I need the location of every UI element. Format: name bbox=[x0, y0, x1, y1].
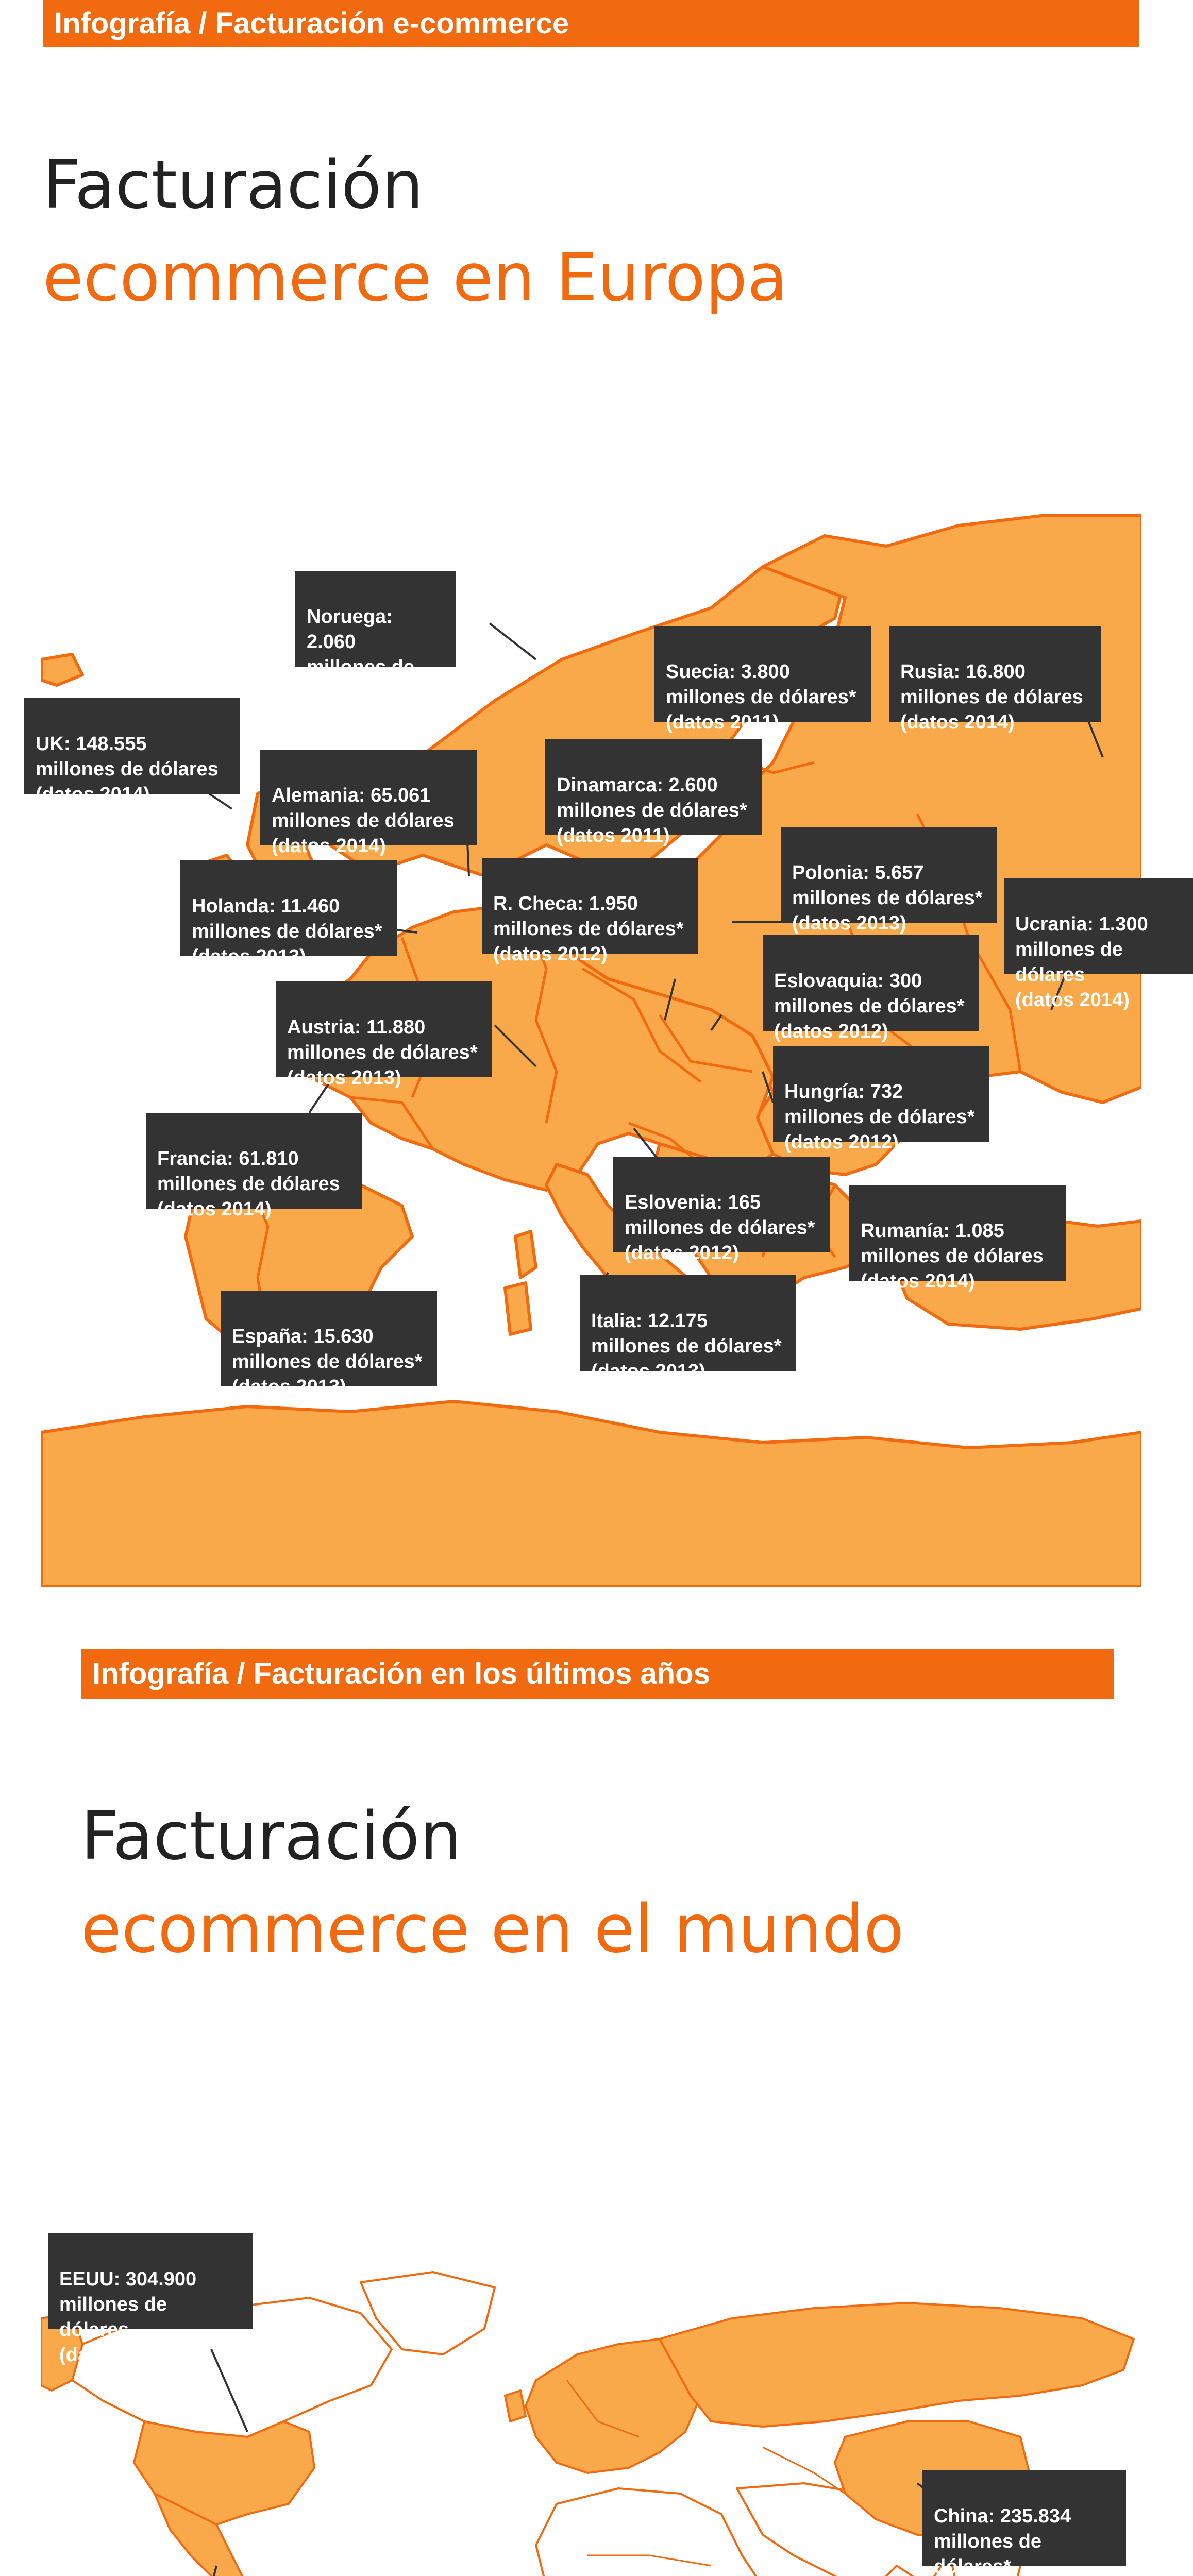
callout-eslovaquia: Eslovaquia: 300 millones de dólares* (datos 2012) bbox=[763, 935, 979, 1031]
callout-dinamarca: Dinamarca: 2.600 millones de dólares* (datos 2011) bbox=[545, 739, 762, 835]
callout-italia: Italia: 12.175 millones de dólares* (datos 2013) bbox=[580, 1275, 796, 1371]
callout-hungria: Hungría: 732 millones de dólares* (datos 2012) bbox=[773, 1046, 989, 1142]
callout-alemania: Alemania: 65.061 millones de dólares (datos 2014) bbox=[260, 750, 477, 845]
callout-espana: España: 15.630 millones de dólares* (datos 2013) bbox=[221, 1291, 437, 1386]
africa-shape bbox=[536, 2488, 763, 2576]
europe-banner bbox=[43, 0, 1139, 47]
callout-rcheca: R. Checa: 1.950 millones de dólares* (datos 2012) bbox=[482, 858, 698, 954]
callout-holanda: Holanda: 11.460 millones de dólares* (datos 2013) bbox=[180, 860, 397, 956]
callout-francia: Francia: 61.810 millones de dólares (datos 2014) bbox=[146, 1113, 362, 1209]
callout-uk: UK: 148.555 millones de dólares (datos 2014) bbox=[24, 698, 240, 794]
northern-isles-shape bbox=[41, 654, 82, 685]
callout-eslovenia: Eslovenia: 165 millones de dólares* (datos 2012) bbox=[613, 1157, 830, 1252]
callout-suecia: Suecia: 3.800 millones de dólares* (datos 2011) bbox=[654, 626, 871, 722]
world-title-line1: Facturación bbox=[81, 1798, 462, 1875]
europe-title-line2: ecommerce en Europa bbox=[43, 240, 788, 316]
callout-rumania: Rumanía: 1.085 millones de dólares (datos 2014) bbox=[849, 1185, 1066, 1281]
europe-title-line1: Facturación bbox=[43, 147, 424, 224]
callout-ucrania: Ucrania: 1.300 millones de dólares (datos 2014) bbox=[1004, 878, 1193, 974]
callout-rusia: Rusia: 16.800 millones de dólares (datos 2014) bbox=[889, 626, 1101, 722]
callout-noruega: Noruega: 2.060 millones de dólares* (datos 2011) bbox=[295, 571, 456, 667]
world-banner bbox=[81, 1649, 1114, 1699]
europe-banner-text: Infografía / Facturación e-commerce bbox=[54, 7, 569, 40]
callout-polonia: Polonia: 5.657 millones de dólares* (datos 2013) bbox=[781, 827, 997, 923]
callout-austria: Austria: 11.880 millones de dólares* (datos 2013) bbox=[276, 981, 492, 1077]
callout-china: China: 235.834 millones de dólares* bbox=[922, 2470, 1126, 2566]
russia-shape bbox=[660, 2303, 1134, 2427]
north-africa-shape bbox=[41, 1401, 1141, 1587]
world-title-line2: ecommerce en el mundo bbox=[81, 1891, 904, 1968]
callout-eeuu: EEUU: 304.900 millones de dólares (datos 2014) bbox=[48, 2233, 253, 2329]
world-banner-text: Infografía / Facturación en los últimos años bbox=[92, 1656, 710, 1690]
